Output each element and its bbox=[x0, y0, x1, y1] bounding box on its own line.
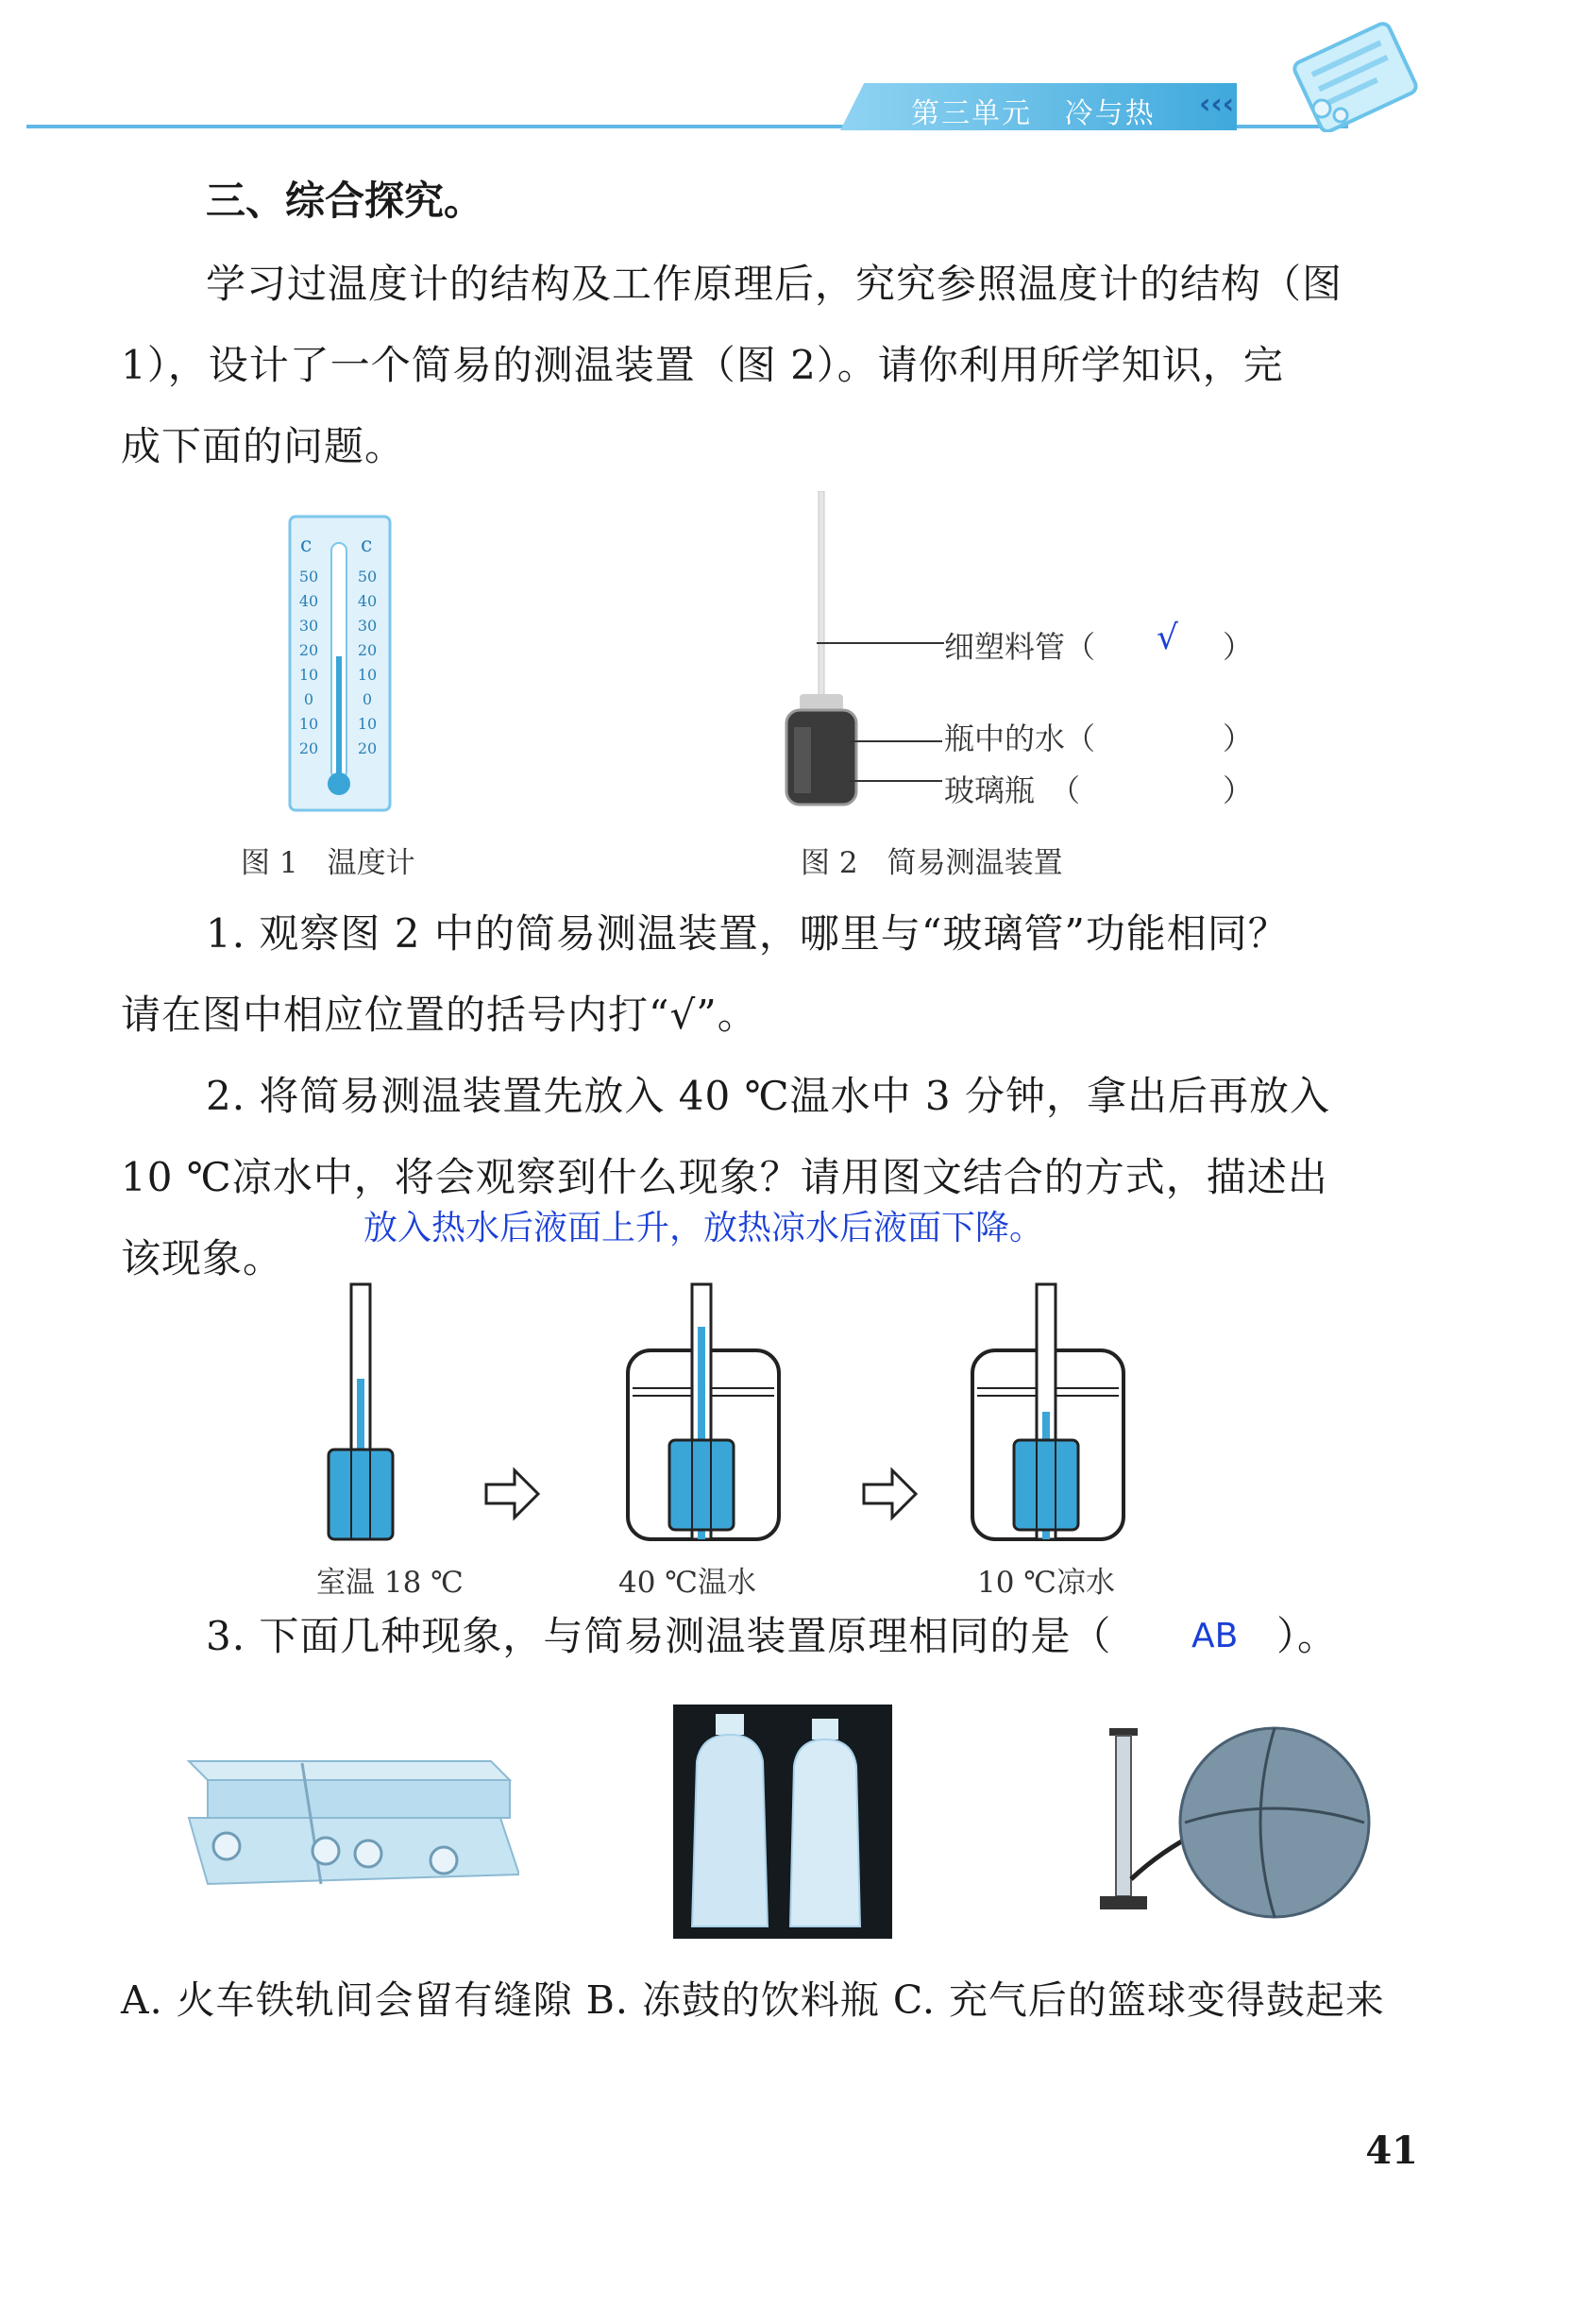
simple-device-figure bbox=[779, 491, 864, 812]
page-number: 41 bbox=[1365, 2129, 1418, 2173]
clipboard-icon bbox=[1265, 19, 1454, 132]
thermometer-tick-label: 40 bbox=[357, 592, 378, 610]
intro-line-3: 成下面的问题。 bbox=[121, 423, 406, 469]
cold-water-label: 10 ℃凉水 bbox=[977, 1566, 1115, 1600]
thermometer-tick-label: 10 bbox=[298, 715, 319, 733]
water-label-close: ） bbox=[1223, 721, 1254, 756]
header-arrows-icon: ‹‹‹ bbox=[1199, 88, 1235, 121]
q2-line-1: 2. 将简易测温装置先放入 40 ℃温水中 3 分钟，拿出后再放入 bbox=[206, 1073, 1330, 1119]
device-cold-water bbox=[972, 1284, 1123, 1539]
q2-line-3: 该现象。 bbox=[121, 1235, 284, 1281]
tube-leader-line bbox=[817, 642, 944, 644]
basketball-pump-image bbox=[1095, 1719, 1378, 1936]
thermometer-tick-label: 50 bbox=[298, 568, 319, 585]
rail-track-image bbox=[179, 1742, 519, 1903]
room-temp-label: 室温 18 ℃ bbox=[316, 1566, 464, 1600]
thermometer-tick-label: 50 bbox=[357, 568, 378, 585]
thermo-ticks-left bbox=[295, 565, 323, 761]
tube-answer-check: √ bbox=[1157, 619, 1178, 657]
tube-label: 细塑料管（ bbox=[944, 629, 1096, 665]
thermometer-tick-label: 20 bbox=[298, 739, 319, 757]
fig2-caption: 图 2 简易测温装置 bbox=[801, 846, 1063, 880]
fig1-caption: 图 1 温度计 bbox=[241, 846, 415, 880]
bottle-label: 玻璃瓶 （ bbox=[944, 772, 1081, 808]
thermometer-tick-label: 0 bbox=[303, 690, 314, 708]
q1-line-1: 1. 观察图 2 中的简易测温装置，哪里与“玻璃管”功能相同？ bbox=[206, 910, 1289, 957]
section-title: 三、综合探究。 bbox=[206, 178, 484, 224]
arrow-right-icon bbox=[864, 1470, 916, 1518]
header-unit bbox=[911, 90, 1156, 131]
thermometer-tick-label: 10 bbox=[357, 666, 378, 684]
device-warm-water bbox=[628, 1284, 779, 1539]
thermo-unit-right: c bbox=[361, 534, 373, 557]
thermometer-tick-label: 20 bbox=[357, 641, 378, 659]
water-label: 瓶中的水（ bbox=[944, 721, 1096, 756]
q3-text: 3. 下面几种现象，与简易测温装置原理相同的是（ bbox=[206, 1613, 1112, 1659]
thermometer-tick-label: 30 bbox=[298, 617, 319, 635]
thermometer-tick-label: 20 bbox=[298, 641, 319, 659]
q3-close: ）。 bbox=[1276, 1613, 1339, 1659]
q3-answer: AB bbox=[1191, 1617, 1239, 1655]
tube-label-close: ） bbox=[1223, 629, 1254, 665]
thermo-ticks-right bbox=[353, 565, 381, 761]
thermometer-tick-label: 0 bbox=[362, 690, 373, 708]
bottle-leader-line bbox=[850, 780, 942, 782]
device-room-temp bbox=[329, 1284, 393, 1539]
warm-water-label: 40 ℃温水 bbox=[618, 1566, 756, 1600]
arrow-right-icon bbox=[486, 1470, 538, 1518]
thermometer-tick-label: 10 bbox=[357, 715, 378, 733]
bottle-label-close: ） bbox=[1223, 772, 1254, 808]
thermometer-tick-label: 30 bbox=[357, 617, 378, 635]
thermometer-tick-label: 20 bbox=[357, 739, 378, 757]
options-line: A. 火车铁轨间会留有缝隙 B. 冻鼓的饮料瓶 C. 充气后的篮球变得鼓起来 bbox=[121, 1977, 1385, 2023]
experiment-diagram bbox=[312, 1275, 1161, 1549]
q1-line-2: 请在图中相应位置的括号内打“√”。 bbox=[121, 992, 758, 1038]
header-topic-label: 冷与热 bbox=[1064, 97, 1156, 130]
q2-line-2: 10 ℃凉水中，将会观察到什么现象？请用图文结合的方式，描述出 bbox=[121, 1154, 1328, 1200]
thermometer-tick-label: 40 bbox=[298, 592, 319, 610]
thermo-unit-left: c bbox=[300, 534, 313, 557]
frozen-bottles-image bbox=[673, 1705, 892, 1939]
q2-answer: 放入热水后液面上升，放热凉水后液面下降。 bbox=[363, 1209, 1044, 1247]
thermometer-tick-label: 10 bbox=[298, 666, 319, 684]
intro-line-2: 1），设计了一个简易的测温装置（图 2）。请你利用所学知识，完 bbox=[121, 342, 1284, 388]
intro-line-1: 学习过温度计的结构及工作原理后，究究参照温度计的结构（图 bbox=[206, 261, 1343, 307]
water-leader-line bbox=[850, 740, 942, 742]
header-unit-label: 第三单元 bbox=[911, 97, 1032, 130]
